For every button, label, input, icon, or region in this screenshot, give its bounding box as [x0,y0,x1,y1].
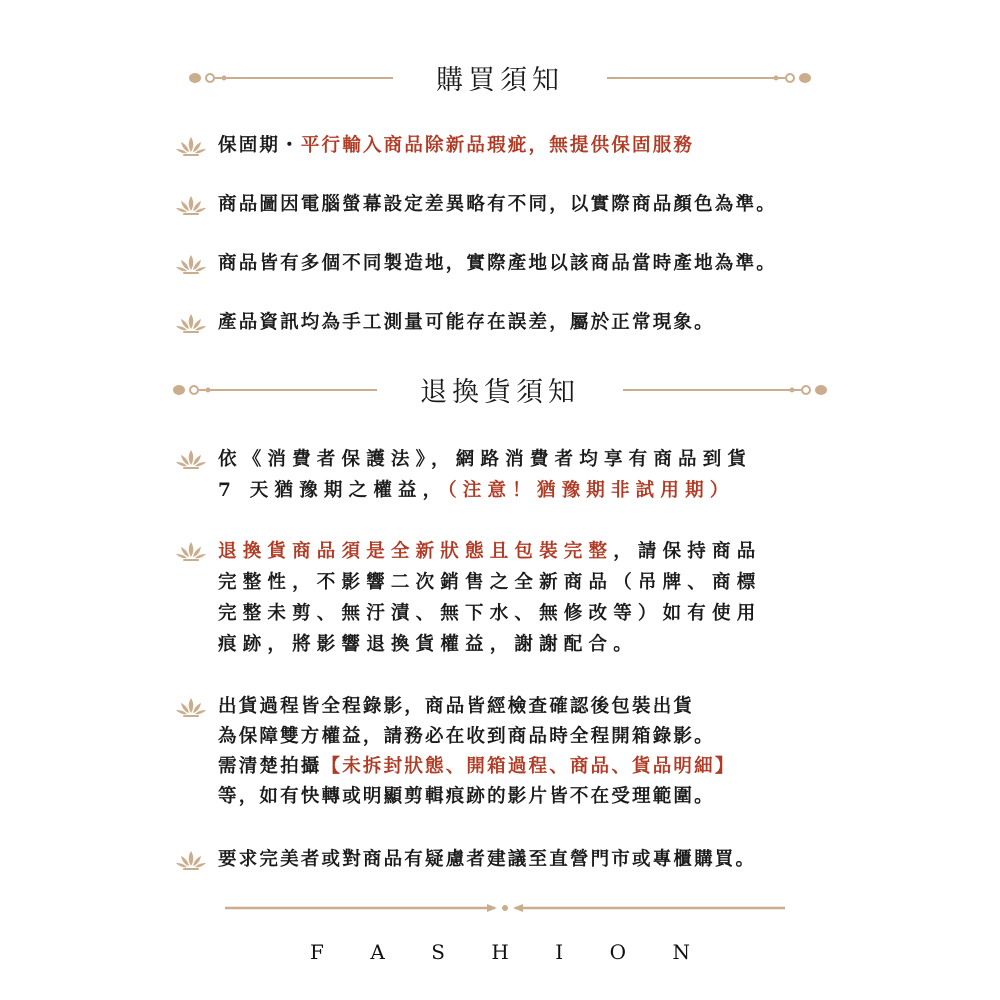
body-text: 依《消費者保護法》，網路消費者均享有商品到貨 [218,449,753,470]
body-text: 商品皆有多個不同製造地，實際產地以該商品當時產地為準。 [218,253,777,274]
body-text: 為保障雙方權益，請務必在收到商品時全程開箱錄影。 [218,726,715,747]
notice-item [175,190,865,220]
notice-item [175,692,865,812]
fashion-letter: I [555,940,564,964]
fashion-letter: S [431,940,445,964]
fashion-letter: A [370,940,385,964]
fashion-letter: H [491,940,509,964]
scroll-ornament-icon [604,70,814,86]
purchase-notice-header [0,58,1000,97]
body-text: 等，如有快轉或明顯剪輯痕跡的影片皆不在受理範圍。 [218,786,715,807]
notice-line [175,444,865,475]
return-notice-header [0,370,1000,409]
notice-item [175,308,865,338]
body-text: 出貨過程皆全程錄影，商品皆經檢查確認後包裝出貨 [218,696,695,717]
notice-line [175,249,865,279]
lotus-leaf-icon [175,848,207,872]
fashion-letter: N [672,940,690,964]
fashion-letter: F [310,940,324,964]
body-text: 商品圖因電腦螢幕設定差異略有不同，以實際商品顏色為準。 [218,194,777,215]
notice-line [175,692,865,722]
scroll-ornament-icon [186,70,396,86]
highlight-text: （注意！猶豫期非試用期） [447,480,735,501]
lotus-leaf-icon [175,539,207,563]
footer-divider [225,900,785,916]
highlight-text: 退換貨商品須是全新狀態且包裝完整 [218,541,614,562]
body-text: 產品資訊均為手工測量可能存在誤差，屬於正常現象。 [218,312,715,333]
notice-line [175,308,865,338]
notice-item [175,249,865,279]
notice-line [175,629,865,660]
fashion-wordmark [310,940,690,964]
notice-item [175,845,865,875]
purchase-notice-title: 購買須知 [436,65,564,96]
lotus-leaf-icon [175,311,207,335]
body-text: 要求完美者或對商品有疑慮者建議至直營門市或專櫃購買。 [218,849,757,870]
lotus-leaf-icon [175,447,207,471]
notice-item [175,131,865,161]
lotus-leaf-icon [175,252,207,276]
body-text: 完整未剪、無汙漬、無下水、無修改等）如有使用 [218,603,762,624]
notice-line [175,536,865,567]
notice-line [175,131,865,161]
notice-item [175,536,865,660]
highlight-text: 平行輸入商品除新品瑕疵，無提供保固服務 [300,135,695,156]
lotus-leaf-icon [175,134,207,158]
notice-line [175,598,865,629]
notice-line [175,567,865,598]
scroll-ornament-icon [170,382,380,398]
highlight-text: 【未拆封狀態、開箱過程、商品、貨品明細】 [321,756,736,777]
body-text: ，請保持商品 [613,541,762,562]
lotus-leaf-icon [175,193,207,217]
fashion-letter: O [609,940,626,964]
body-text: 需清楚拍攝 [218,756,322,777]
body-text: 7 天猶豫期之權益， [218,480,448,501]
return-notice-title: 退換貨須知 [420,377,580,408]
body-text: 痕跡，將影響退換貨權益，謝謝配合。 [218,634,638,655]
notice-line [175,722,865,752]
notice-line [175,782,865,812]
notice-item [175,444,865,506]
body-text: 保固期・ [218,135,301,156]
notice-line [175,190,865,220]
body-text: 完整性，不影響二次銷售之全新商品（吊牌、商標 [218,572,762,593]
notice-line [175,845,865,875]
scroll-ornament-icon [620,382,830,398]
notice-line [175,752,865,782]
lotus-leaf-icon [175,695,207,719]
notice-line [175,475,865,506]
